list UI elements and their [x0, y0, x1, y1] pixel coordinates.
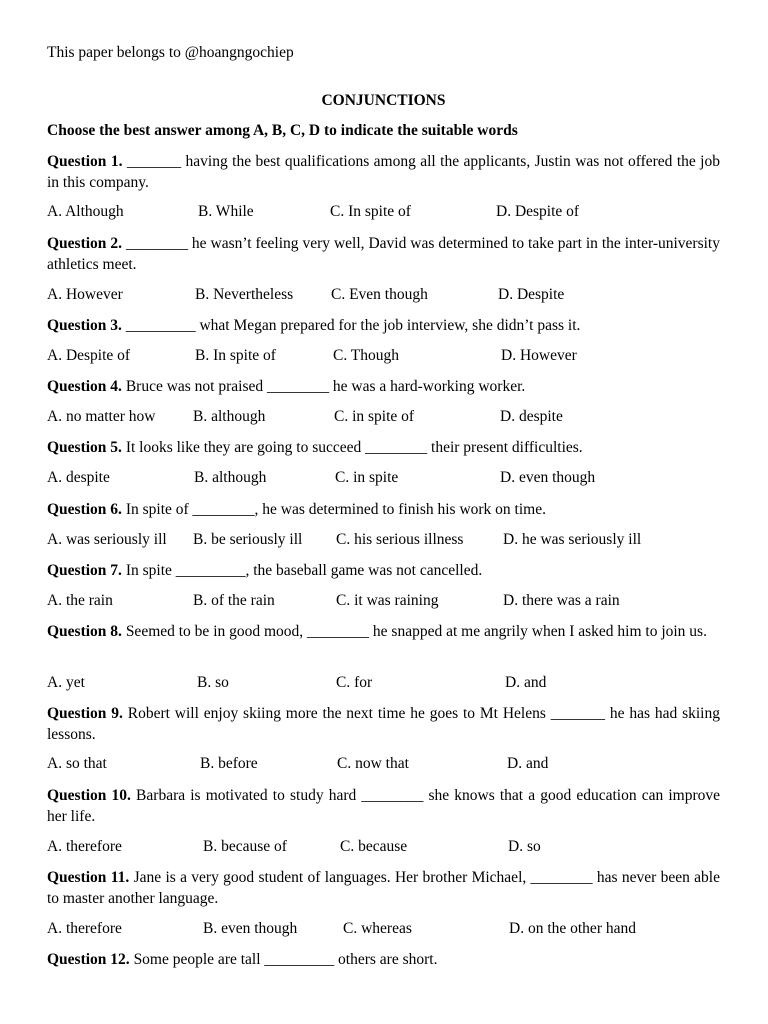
option-c[interactable]: C. Though: [333, 347, 400, 364]
question-text: Jane is a very good student of languages. Her brother Michael, ________ has never been able to master another language.: [47, 869, 720, 907]
answer-options: [47, 468, 720, 488]
option-a[interactable]: A. However: [47, 286, 123, 303]
question-number: Question 2.: [47, 235, 123, 252]
question-number: Question 4.: [47, 378, 122, 395]
option-c[interactable]: C. Even though: [331, 286, 428, 303]
question-number: Question 9.: [47, 705, 123, 722]
question-3: [47, 315, 720, 336]
option-a[interactable]: A. no matter how: [47, 408, 156, 425]
page-title: CONJUNCTIONS: [321, 92, 446, 109]
option-b[interactable]: B. of the rain: [193, 592, 275, 609]
option-b[interactable]: B. be seriously ill: [193, 531, 303, 548]
answer-options: [47, 837, 720, 857]
option-d[interactable]: D. despite: [500, 408, 563, 425]
question-1: [47, 151, 720, 193]
question-9: [47, 703, 720, 745]
option-c[interactable]: C. because: [340, 838, 408, 855]
option-b[interactable]: B. so: [197, 674, 229, 691]
question-text: It looks like they are going to succeed ________ their present difficulties.: [121, 439, 583, 456]
answer-options: [47, 285, 720, 305]
answer-options: [47, 202, 720, 222]
option-c[interactable]: C. in spite of: [334, 408, 415, 425]
owner-line: This paper belongs to @hoangngochiep: [47, 44, 294, 61]
answer-options: [47, 346, 720, 366]
option-b[interactable]: B. In spite of: [195, 347, 276, 364]
option-c[interactable]: C. in spite: [335, 469, 399, 486]
instruction-text: Choose the best answer among A, B, C, D to indicate the suitable words: [47, 122, 518, 139]
option-d[interactable]: D. there was a rain: [503, 592, 620, 609]
option-a[interactable]: A. therefore: [47, 920, 122, 937]
question-text: _______ having the best qualifications among all the applicants, Justin was not offered the job in this company.: [47, 153, 720, 191]
question-text: ________ he wasn’t feeling very well, David was determined to take part in the inter-university athletics meet.: [47, 235, 720, 273]
question-number: Question 10.: [47, 787, 131, 804]
question-10: [47, 785, 720, 827]
answer-options: [47, 673, 720, 693]
question-number: Question 5.: [47, 439, 122, 456]
option-c[interactable]: C. whereas: [343, 920, 412, 937]
option-c[interactable]: C. it was raining: [336, 592, 439, 609]
question-number: Question 3.: [47, 317, 122, 334]
option-c[interactable]: C. now that: [337, 755, 409, 772]
question-4: [47, 376, 720, 397]
question-number: Question 7.: [47, 562, 122, 579]
question-12: [47, 949, 720, 970]
question-text: Some people are tall _________ others are short.: [129, 951, 438, 968]
option-a[interactable]: A. therefore: [47, 838, 122, 855]
question-text: Barbara is motivated to study hard ________ she knows that a good education can improve her life.: [47, 787, 721, 825]
option-b[interactable]: B. although: [194, 469, 267, 486]
answer-options: [47, 919, 720, 939]
question-number: Question 11.: [47, 869, 130, 886]
question-6: [47, 499, 720, 520]
question-number: Question 6.: [47, 501, 122, 518]
question-7: [47, 560, 720, 581]
question-text: Robert will enjoy skiing more the next time he goes to Mt Helens _______ he has had skiing lessons.: [47, 705, 720, 743]
option-d[interactable]: D. on the other hand: [509, 920, 636, 937]
option-c[interactable]: C. for: [336, 674, 373, 691]
option-a[interactable]: A. Although: [47, 203, 124, 220]
option-a[interactable]: A. despite: [47, 469, 110, 486]
option-a[interactable]: A. yet: [47, 674, 85, 691]
option-a[interactable]: A. Despite of: [47, 347, 131, 364]
option-d[interactable]: D. so: [508, 838, 541, 855]
question-5: [47, 437, 720, 458]
option-d[interactable]: D. even though: [500, 469, 596, 486]
question-text: _________ what Megan prepared for the job interview, she didn’t pass it.: [121, 317, 581, 334]
option-b[interactable]: B. although: [193, 408, 266, 425]
option-b[interactable]: B. While: [198, 203, 254, 220]
question-number: Question 8.: [47, 623, 122, 640]
answer-options: [47, 754, 720, 774]
question-11: [47, 867, 720, 909]
option-b[interactable]: B. even though: [203, 920, 298, 937]
question-2: [47, 233, 720, 275]
option-d[interactable]: D. Despite: [498, 286, 565, 303]
option-c[interactable]: C. In spite of: [330, 203, 411, 220]
question-text: In spite of ________, he was determined to finish his work on time.: [121, 501, 546, 518]
question-number: Question 1.: [47, 153, 123, 170]
question-text: In spite _________, the baseball game was not cancelled.: [121, 562, 483, 579]
answer-options: [47, 407, 720, 427]
answer-options: [47, 591, 720, 611]
question-8: [47, 621, 720, 642]
option-b[interactable]: B. because of: [203, 838, 287, 855]
option-d[interactable]: D. and: [505, 674, 547, 691]
option-a[interactable]: A. so that: [47, 755, 107, 772]
option-b[interactable]: B. before: [200, 755, 258, 772]
option-a[interactable]: A. the rain: [47, 592, 113, 609]
answer-options: [47, 530, 720, 550]
option-a[interactable]: A. was seriously ill: [47, 531, 167, 548]
option-c[interactable]: C. his serious illness: [336, 531, 464, 548]
option-b[interactable]: B. Nevertheless: [195, 286, 294, 303]
option-d[interactable]: D. However: [501, 347, 577, 364]
question-text: Seemed to be in good mood, ________ he snapped at me angrily when I asked him to join us.: [121, 623, 707, 640]
option-d[interactable]: D. and: [507, 755, 549, 772]
option-d[interactable]: D. Despite of: [496, 203, 580, 220]
question-text: Bruce was not praised ________ he was a hard-working worker.: [121, 378, 526, 395]
option-d[interactable]: D. he was seriously ill: [503, 531, 642, 548]
question-number: Question 12.: [47, 951, 130, 968]
